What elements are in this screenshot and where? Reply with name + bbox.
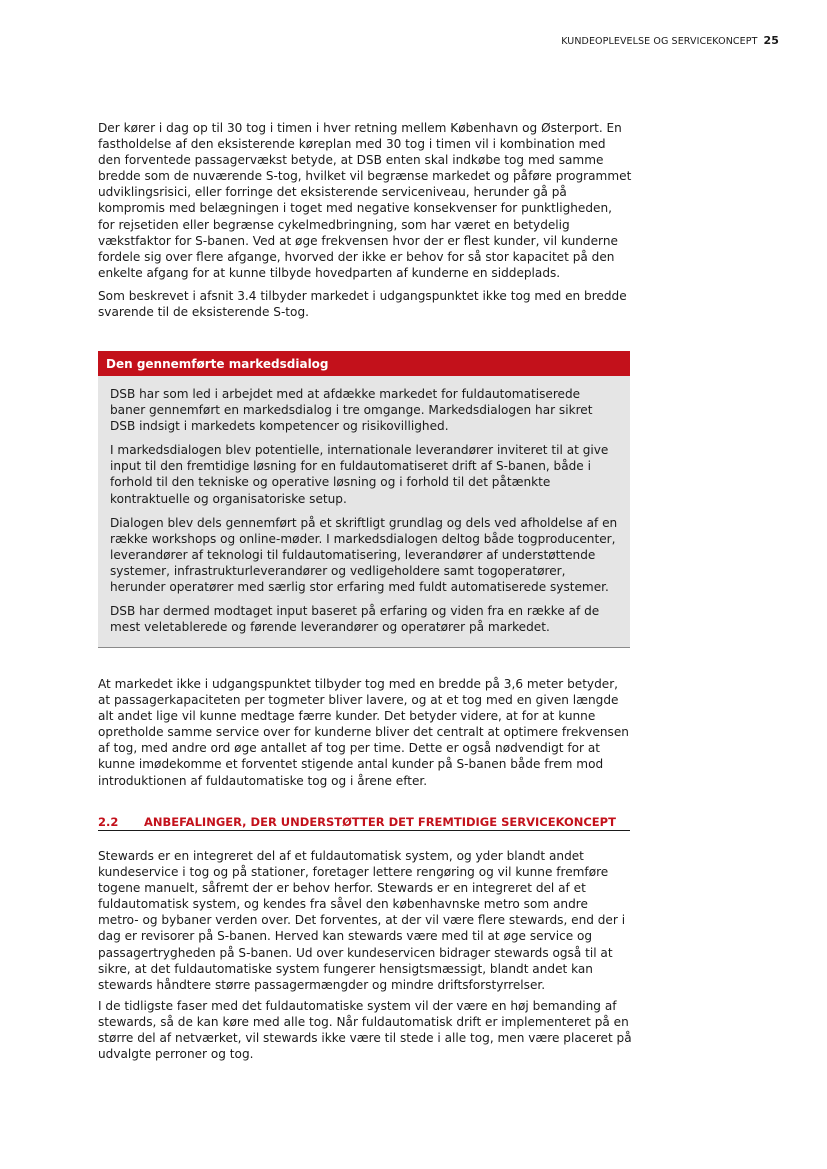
market-dialog-box (98, 351, 630, 648)
section-paragraph-2: I de tidligste faser med det fuldautomatiske system vil der være en høj bemanding af stewards, så de kan køre med alle tog. Når fuldautomatisk drift er implementeret på en større del af netværket, vil stewards ikke være til stede i alle tog, men være placeret på udvalgte perroner og tog. (98, 999, 632, 1062)
box-title: Den gennemførte markedsdialog (98, 351, 630, 376)
box-paragraph-1: DSB har som led i arbejdet med at afdække markedet for fuldautomatiserede baner gennemført en markedsdialog i tre omgange. Markedsdialogen har sikret DSB indsigt i markedets kompetencer og risikovillighed. (110, 387, 593, 434)
box-body (98, 376, 630, 647)
section-paragraph-1: Stewards er en integreret del af et fuldautomatisk system, og yder blandt andet kundeservice i tog og på stationer, foretager lettere rengøring og vil kunne fremføre togene manuelt, såfremt der er behov herfor. Stewards er en integreret del af et fuldautomatisk system, og kendes fra såvel den københavnske metro som andre metro- og bybaner verden over. Det forventes, at der vil være flere stewards, end der i dag er revisorer på S-banen. Herved kan stewards være med til at øge service og passagertrygheden på S-banen. Ud over kundeservicen bidrager stewards også til at sikre, at det fuldautomatiske system fungerer hensigtsmæssigt, blandt andet kan stewards håndtere større passagermængder og mindre driftsforstyrrelser. (98, 849, 626, 992)
box-paragraph-3: Dialogen blev dels gennemført på et skriftligt grundlag og dels ved afholdelse af en række workshops og online-møder. I markedsdialogen deltog både togproducenter, leverandører af teknologi til fuldautomatisering, leverandører af understøttende systemer, infrastrukturleverandører og vedligeholdere samt togoperatører, herunder operatører med særlig stor erfaring med fuldt automatiserede systemer. (110, 515, 618, 595)
running-header-section-name: KUNDEOPLEVELSE OG SERVICEKONCEPT (561, 36, 758, 47)
section-heading (98, 815, 630, 831)
page-number: 25 (763, 34, 779, 47)
box-paragraph-2: I markedsdialogen blev potentielle, internationale leverandører inviteret til at give input til den fremtidige løsning for en fuldautomatiseret drift af S-banen, både i forhold til den tekniske og operative løsning og i forhold til det påtænkte kontraktuelle og organisatoriske setup. (110, 443, 609, 506)
running-header (561, 34, 779, 47)
section-number: 2.2 (98, 815, 119, 829)
box-paragraph-4: DSB har dermed modtaget input baseret på erfaring og viden fra en række af de mest veletablerede og førende leverandører og operatører på markedet. (110, 604, 600, 635)
body-paragraph-2: Som beskrevet i afsnit 3.4 tilbyder markedet i udgangspunktet ikke tog med en bredde svarende til de eksisterende S-tog. (98, 289, 627, 320)
body-paragraph-3: At markedet ikke i udgangspunktet tilbyder tog med en bredde på 3,6 meter betyder, at passagerkapaciteten per togmeter bliver lavere, og at et tog med en given længde alt andet lige vil kunne medtage færre kunder. Det betyder videre, at for at kunne opretholde samme service over for kunderne bliver det centralt at optimere frekvensen af tog, med andre ord øge antallet af tog per time. Dette er også nødvendigt for at kunne imødekomme et forventet stigende antal kunder på S-banen både frem mod introduktionen af fuldautomatiske tog og i årene efter. (98, 677, 629, 788)
section-title: ANBEFALINGER, DER UNDERSTØTTER DET FREMTIDIGE SERVICEKONCEPT (144, 815, 616, 829)
body-paragraph-1: Der kører i dag op til 30 tog i timen i hver retning mellem København og Østerport. En fastholdelse af den eksisterende køreplan med 30 tog i timen vil i kombination med den forventede passagervækst betyde, at DSB enten skal indkøbe tog med samme bredde som de nuværende S-tog, hvilket vil begrænse markedet og påføre programmet udviklingsrisici, eller forringe det eksisterende serviceniveau, herunder gå på kompromis med belægningen i toget med negative konsekvenser for punktligheden, for rejsetiden eller begrænse cykelmedbringning, som har været en betydelig vækstfaktor for S-banen. Ved at øge frekvensen hvor der er flest kunder, vil kunderne fordele sig over flere afgange, hvorved der ikke er behov for så stor kapacitet på den enkelte afgang for at kunne tilbyde hovedparten af kunderne en siddeplads. (98, 121, 632, 280)
